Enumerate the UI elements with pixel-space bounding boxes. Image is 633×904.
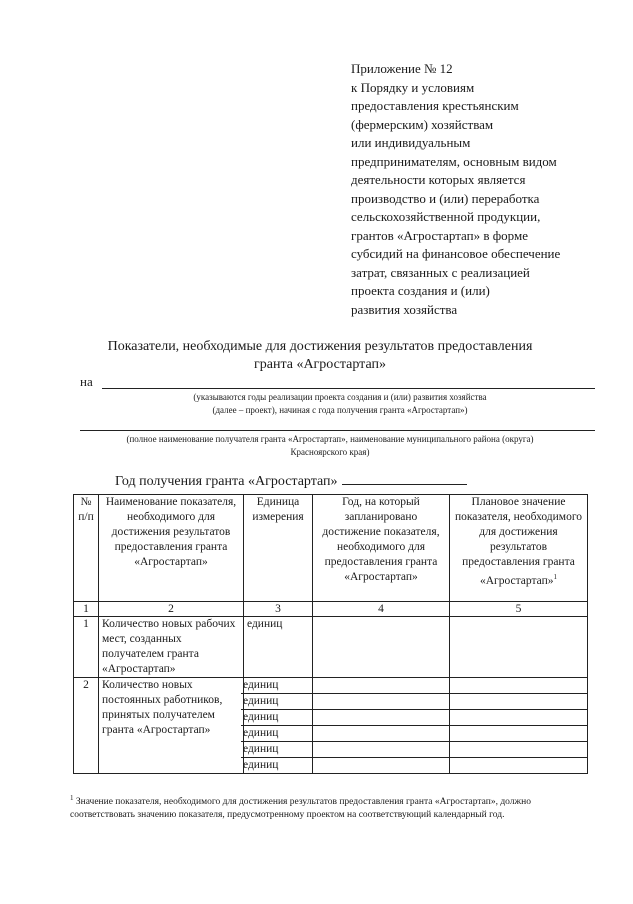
table-header-row <box>74 495 588 602</box>
period-note-line-1: (указываются годы реализации проекта создания и (или) развития хозяйства <box>193 392 487 402</box>
row-unit: единиц <box>241 726 315 742</box>
period-field <box>80 374 595 390</box>
footnote-mark: 1 <box>70 794 74 802</box>
row-year-cell[interactable] <box>313 617 450 678</box>
appendix-line: предоставления крестьянским <box>351 98 519 113</box>
grant-year-field <box>115 472 467 490</box>
header-num: № п/п <box>74 495 99 602</box>
period-note <box>100 391 580 417</box>
recipient-note-line-1: (полное наименование получателя гранта «Агростартап», наименование муниципального района (округа) <box>126 434 534 444</box>
column-number: 1 <box>74 602 99 617</box>
appendix-line: предпринимателям, основным видом <box>351 153 557 169</box>
footnote <box>70 792 590 822</box>
row-unit: единиц <box>241 678 315 694</box>
row-unit: единиц <box>244 617 313 678</box>
appendix-line: производство и (или) переработка <box>351 190 540 206</box>
row-unit: единиц <box>241 742 315 758</box>
recipient-note <box>60 433 600 459</box>
indicators-table <box>73 494 588 774</box>
row-year-cell[interactable] <box>313 678 450 774</box>
appendix-line: к Порядку и условиям <box>351 79 475 95</box>
appendix-line: субсидий на финансовое обеспечение <box>351 246 561 261</box>
row-num: 2 <box>74 678 99 774</box>
appendix-line: Приложение № 12 <box>351 61 453 76</box>
row-indicator-name: Количество новых рабочих мест, созданных получателем гранта «Агростартап» <box>99 617 244 678</box>
header-indicator-name: Наименование показателя, необходимого для достижения результатов предоставления гранта «Агростартап» <box>99 495 244 602</box>
column-number: 4 <box>313 602 450 617</box>
appendix-line: или индивидуальным <box>351 135 471 150</box>
grant-year-fill-line <box>342 472 467 485</box>
row-unit-list <box>244 678 313 774</box>
header-planned-value-text: Плановое значение показателя, необходимого для достижения результатов предоставления гранта «Агростартап» <box>454 496 583 587</box>
appendix-block <box>351 60 621 319</box>
title-line-2: гранта «Агростартап» <box>254 357 386 372</box>
row-unit: единиц <box>241 710 315 726</box>
period-note-line-2: (далее – проект), начиная с года получения гранта «Агростартап») <box>212 405 468 415</box>
row-value-cell[interactable] <box>450 617 588 678</box>
table-row <box>74 617 588 678</box>
column-number: 5 <box>450 602 588 617</box>
header-planned-value <box>450 495 588 602</box>
header-year: Год, на который запланировано достижение показателя, необходимого для предоставления гранта «Агростартап» <box>313 495 450 602</box>
document-title <box>60 338 580 374</box>
row-indicator-name: Количество новых постоянных работников, принятых получателем гранта «Агростартап» <box>99 678 244 774</box>
period-label: на <box>80 374 93 389</box>
row-num: 1 <box>74 617 99 678</box>
row-unit: единиц <box>243 759 279 771</box>
title-line-1: Показатели, необходимые для достижения результатов предоставления <box>107 339 533 354</box>
recipient-note-line-2: Красноярского края) <box>290 447 370 457</box>
period-fill-line <box>102 388 595 389</box>
header-footnote-mark: 1 <box>553 573 558 581</box>
appendix-line: деятельности которых является <box>351 172 526 187</box>
appendix-line: проекта создания и (или) <box>351 283 490 298</box>
table-row <box>74 678 588 774</box>
column-number: 3 <box>244 602 313 617</box>
appendix-line: грантов «Агростартап» в форме <box>351 227 528 243</box>
row-value-cell[interactable] <box>450 678 588 774</box>
row-unit: единиц <box>241 694 315 710</box>
appendix-line: развития хозяйства <box>351 301 458 317</box>
recipient-fill-line <box>80 430 595 431</box>
header-unit: Единица измерения <box>244 495 313 602</box>
appendix-line: (фермерским) хозяйствам <box>351 116 494 132</box>
appendix-line: затрат, связанных с реализацией <box>351 264 530 280</box>
column-number: 2 <box>99 602 244 617</box>
appendix-line: сельскохозяйственной продукции, <box>351 209 541 224</box>
grant-year-label: Год получения гранта «Агростартап» <box>115 474 338 489</box>
column-number-row <box>74 602 588 617</box>
footnote-text: Значение показателя, необходимого для достижения результатов предоставления гранта «Агростартап», должно соответствовать значению показателя, предусмотренному проектом на соответствующий календарный год. <box>70 797 531 821</box>
